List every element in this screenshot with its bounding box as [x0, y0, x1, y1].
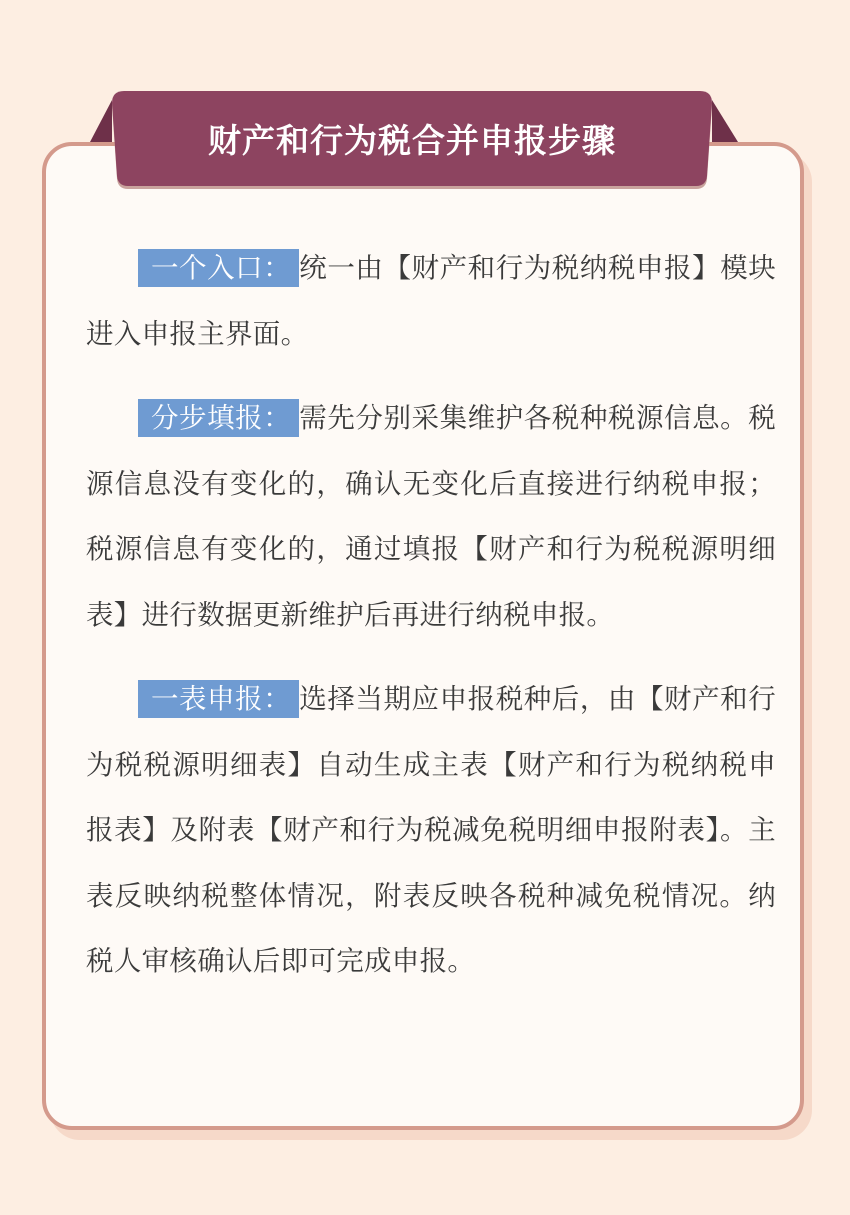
- step-paragraph-filing: [86, 386, 776, 648]
- step-label: 一表申报：: [138, 680, 299, 718]
- step-text: 需先分别采集维护各税种税源信息。税源信息没有变化的，确认无变化后直接进行纳税申报；税源信息有变化的，通过填报【财产和行为税税源明细表】进行数据更新维护后再进行纳税申报。: [86, 402, 777, 631]
- ribbon-fold-left: [90, 100, 112, 142]
- step-label: 分步填报：: [138, 399, 299, 437]
- step-paragraph-one-form: [86, 667, 776, 995]
- step-text: 统一由【财产和行为税纳税申报】模块进入申报主界面。: [86, 252, 777, 350]
- step-paragraph-entry: [86, 236, 776, 367]
- step-label: 一个入口：: [138, 249, 299, 287]
- page-title: 财产和行为税合并申报步骤: [208, 120, 616, 160]
- step-text: 选择当期应申报税种后，由【财产和行为税税源明细表】自动生成主表【财产和行为税纳税申报表】及附表【财产和行为税减免税明细申报附表】。主表反映纳税整体情况，附表反映各税种减免税情况。纳税人审核确认后即可完成申报。: [86, 683, 777, 977]
- ribbon-fold-right: [712, 100, 738, 142]
- steps-content: [86, 236, 776, 1014]
